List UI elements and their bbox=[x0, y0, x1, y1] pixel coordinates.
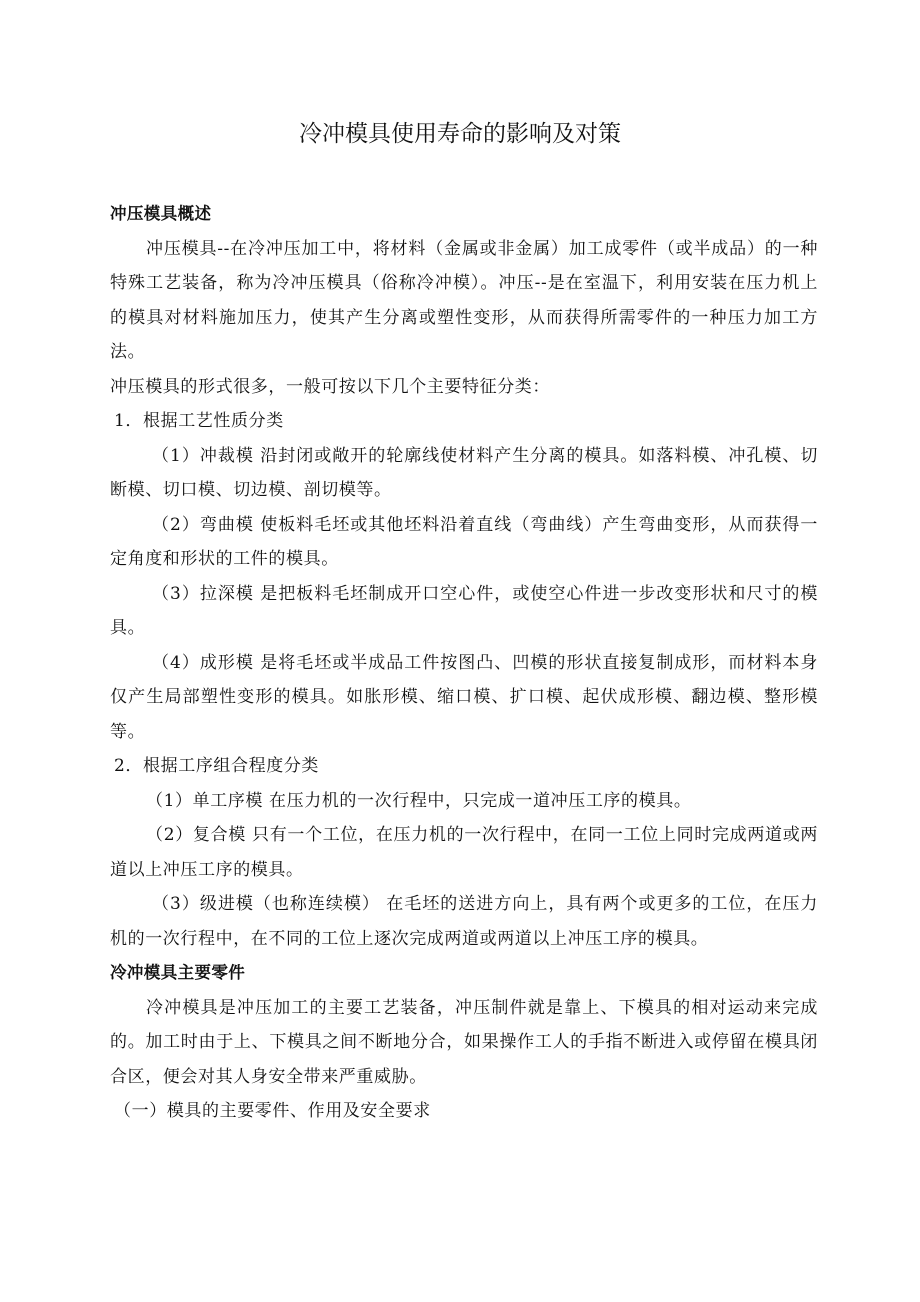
list-item: （3）拉深模 是把板料毛坯制成开口空心件，或使空心件进一步改变形状和尺寸的模具。 bbox=[110, 583, 818, 638]
section-heading: 冲压模具概述 bbox=[110, 204, 212, 223]
paragraph: 冷冲模具是冲压加工的主要工艺装备，冲压制件就是靠上、下模具的相对运动来完成的。加工时由于上、下模具之间不断地分合，如果操作工人的手指不断进入或停留在模具闭合区，便会对其人身安全带来严重威胁。 bbox=[110, 997, 818, 1087]
list-item: （3）级进模（也称连续模） 在毛坯的送进方向上，具有两个或更多的工位，在压力机的一次行程中，在不同的工位上逐次完成两道或两道以上冲压工序的模具。 bbox=[110, 894, 818, 949]
list-item: （4）成形模 是将毛坯或半成品工件按图凸、凹模的形状直接复制成形，而材料本身仅产生局部塑性变形的模具。如胀形模、缩口模、扩口模、起伏成形模、翻边模、整形模等。 bbox=[110, 652, 818, 742]
paragraph: 冲压模具--在冷冲压加工中，将材料（金属或非金属）加工成零件（或半成品）的一种特殊工艺装备，称为冷冲压模具（俗称冷冲模）。冲压--是在室温下，利用安装在压力机上的模具对材料施加压力，使其产生分离或塑性变形，从而获得所需零件的一种压力加工方法。 bbox=[110, 238, 818, 362]
document-body bbox=[110, 197, 818, 1129]
section-heading: 冷冲模具主要零件 bbox=[110, 963, 246, 982]
list-item: （1）冲裁模 沿封闭或敞开的轮廓线使材料产生分离的模具。如落料模、冲孔模、切断模、切口模、切边模、剖切模等。 bbox=[110, 445, 818, 500]
list-heading: 2．根据工序组合程度分类 bbox=[114, 756, 320, 776]
subsection-heading: （一）模具的主要零件、作用及安全要求 bbox=[114, 1101, 431, 1121]
list-item: （2）复合模 只有一个工位，在压力机的一次行程中，在同一工位上同时完成两道或两道以上冲压工序的模具。 bbox=[110, 825, 818, 880]
document-title: 冷冲模具使用寿命的影响及对策 bbox=[299, 121, 621, 147]
paragraph: 冲压模具的形式很多，一般可按以下几个主要特征分类： bbox=[110, 376, 550, 397]
list-item: （2）弯曲模 使板料毛坯或其他坯料沿着直线（弯曲线）产生弯曲变形，从而获得一定角度和形状的工件的模具。 bbox=[110, 514, 818, 569]
list-heading: 1．根据工艺性质分类 bbox=[114, 411, 284, 431]
list-item: （1）单工序模 在压力机的一次行程中，只完成一道冲压工序的模具。 bbox=[146, 790, 692, 811]
